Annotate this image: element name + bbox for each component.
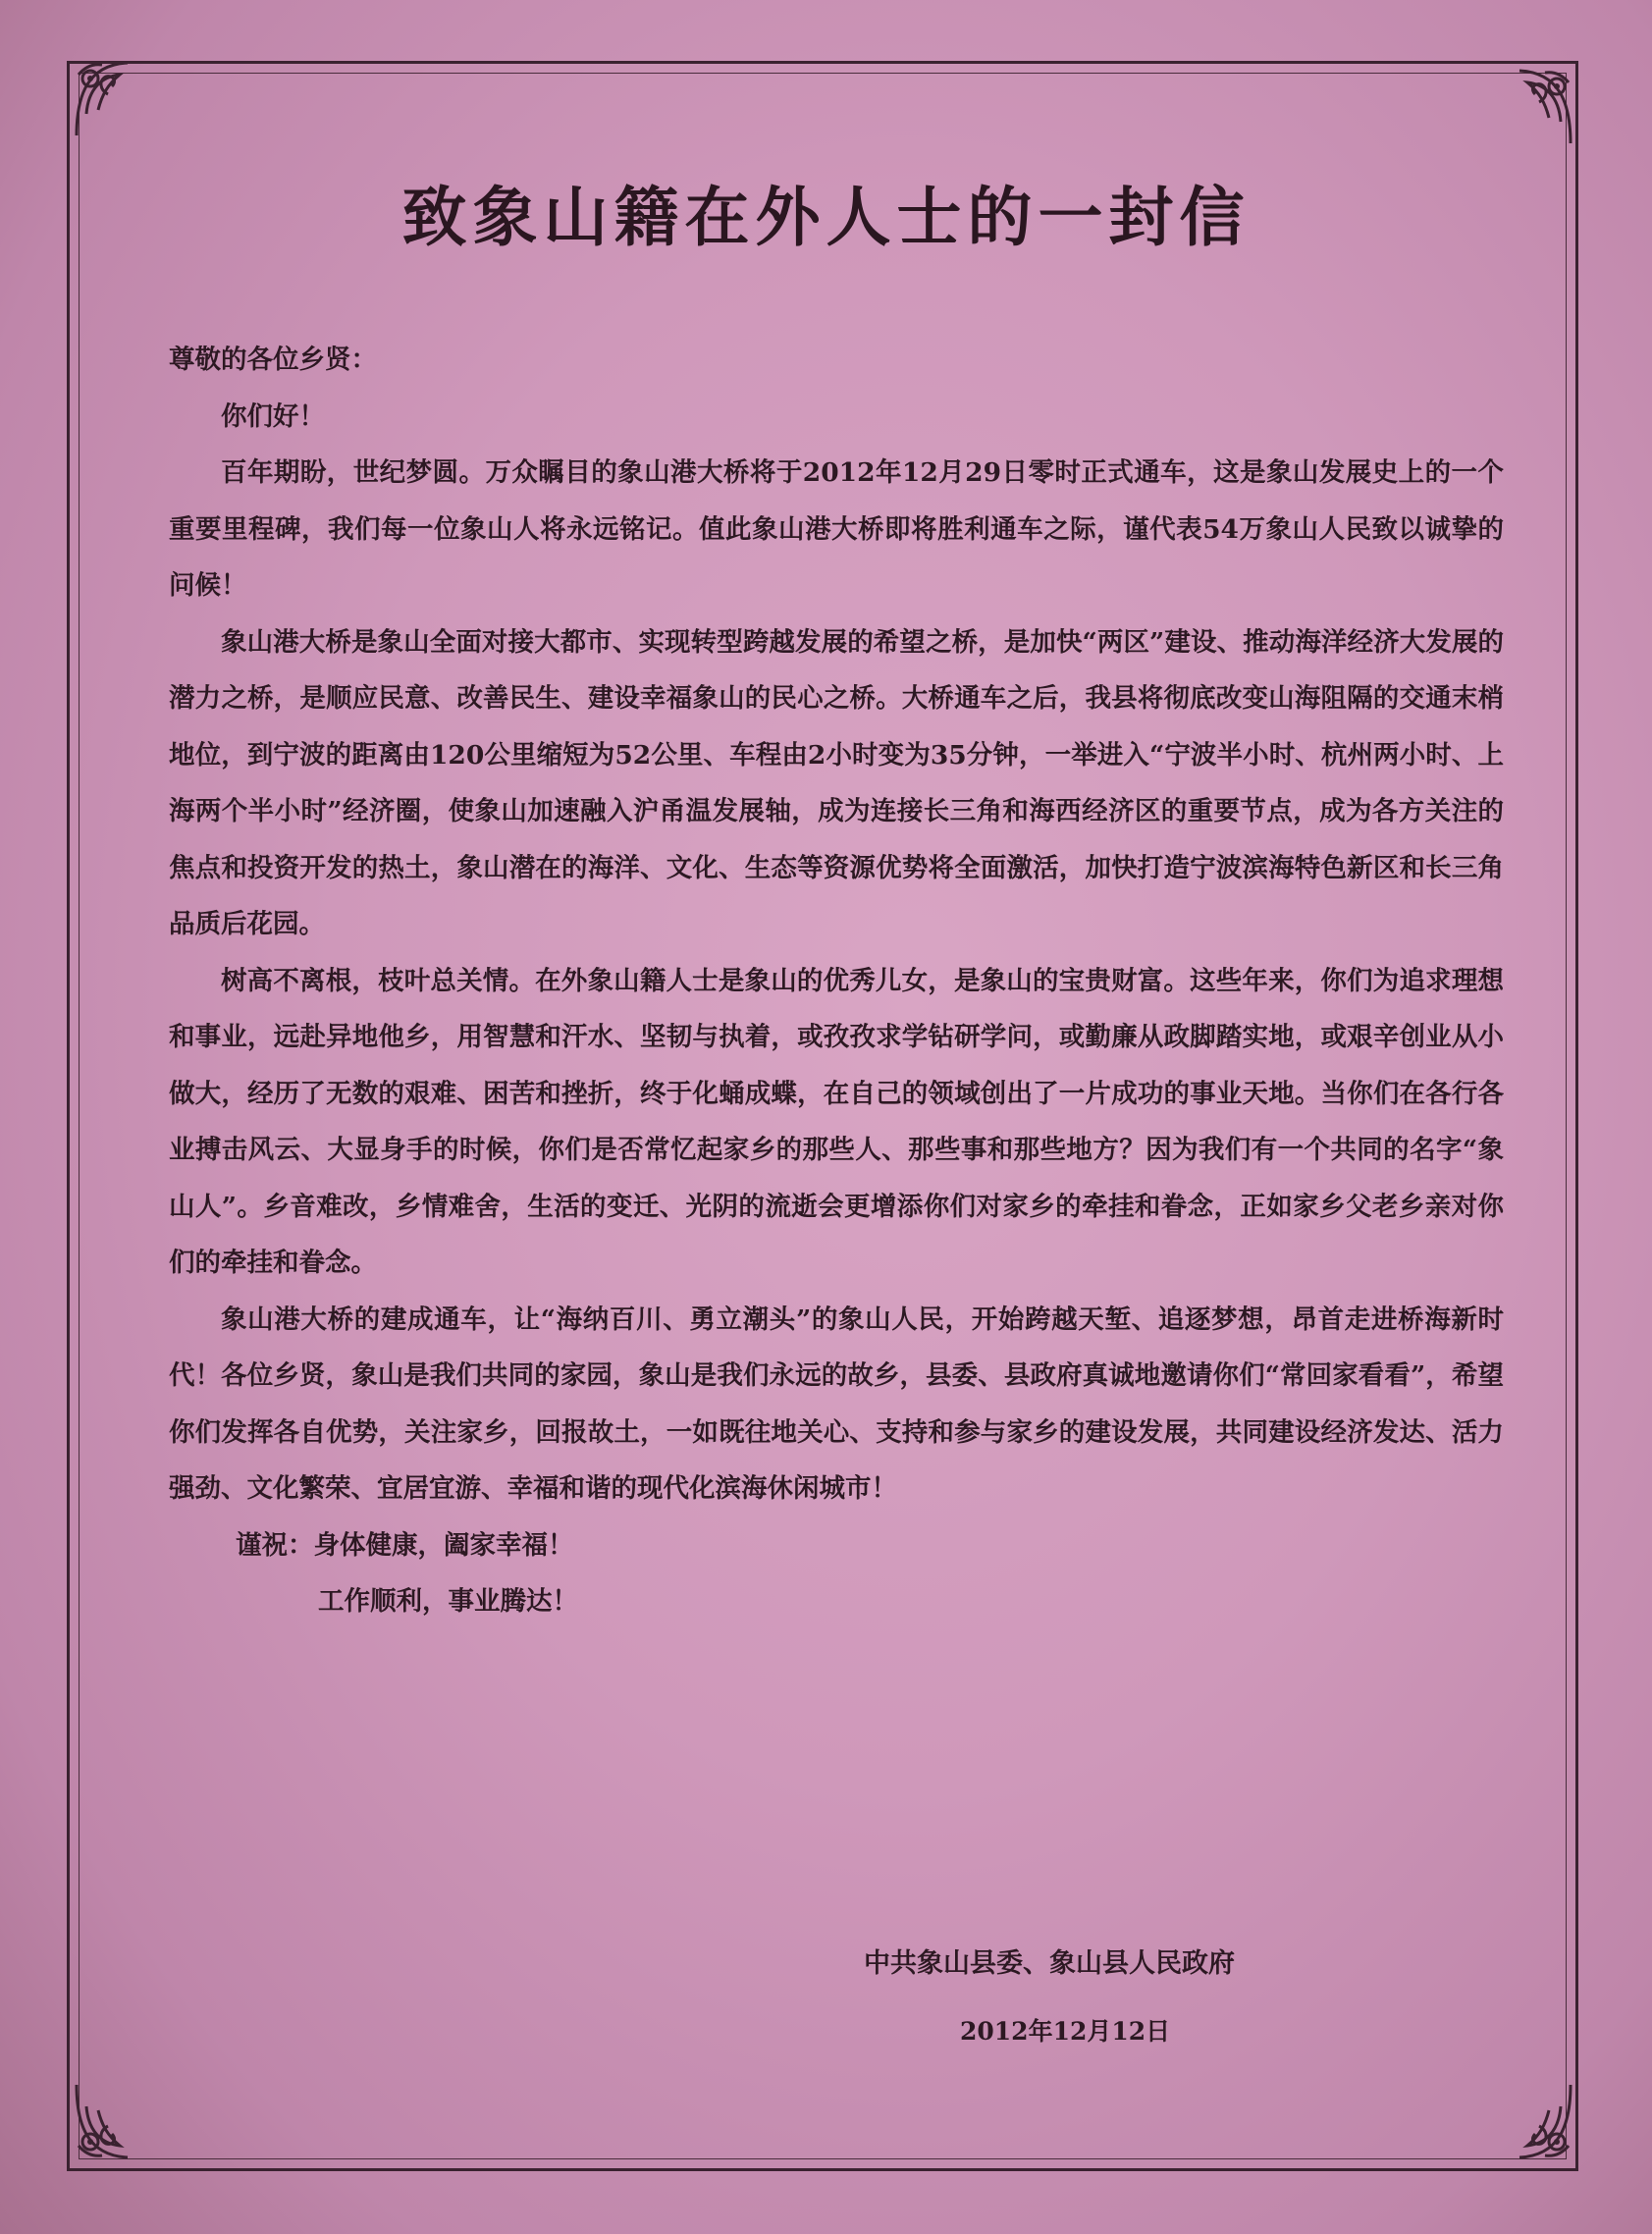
paragraph-2: 象山港大桥是象山全面对接大都市、实现转型跨越发展的希望之桥，是加快“两区”建设、推动海洋经济大发展的潜力之桥，是顺应民意、改善民生、建设幸福象山的民心之桥。大桥通车之后，我县将彻底改变山海阻隔的交通末梢地位，到宁波的距离由120公里缩短为52公里、车程由2小时变为35分钟，一举进入“宁波半小时、杭州两小时、上海两个半小时”经济圈，使象山加速融入沪甬温发展轴，成为连接长三角和海西经济区的重要节点，成为各方关注的焦点和投资开发的热土，象山潜在的海洋、文化、生态等资源优势将全面激活，加快打造宁波滨海特色新区和长三角品质后花园。: [169, 626, 1504, 939]
paragraph-1: 百年期盼，世纪梦圆。万众瞩目的象山港大桥将于2012年12月29日零时正式通车，这是象山发展史上的一个重要里程碑，我们每一位象山人将永远铭记。值此象山港大桥即将胜利通车之际，谨代表54万象山人民致以诚挚的问候！: [169, 457, 1504, 601]
closing-wishes-1: 谨祝：身体健康，阖家幸福！: [236, 1529, 574, 1561]
signatory: 中共象山县委、象山县人民政府: [864, 1948, 1235, 1979]
letter-title: 致象山籍在外人士的一封信: [401, 179, 1251, 255]
corner-ornament-icon: [69, 55, 157, 143]
corner-ornament-icon: [69, 2077, 157, 2165]
paragraph-4: 象山港大桥的建成通车，让“海纳百川、勇立潮头”的象山人民，开始跨越天堑、追逐梦想，昂首走进桥海新时代！各位乡贤，象山是我们共同的家园，象山是我们永远的故乡，县委、县政府真诚地邀请你们“常回家看看”，希望你们发挥各自优势，关注家乡，回报故土，一如既往地关心、支持和参与家乡的建设发展，共同建设经济发达、活力强劲、文化繁荣、宜居宜游、幸福和谐的现代化滨海休闲城市！: [169, 1303, 1504, 1504]
corner-ornament-icon: [1490, 2077, 1578, 2165]
letter-body: [169, 332, 1504, 1630]
letter-date: 2012年12月12日: [960, 2017, 1171, 2046]
salutation: 尊敬的各位乡贤：: [169, 345, 377, 375]
greeting: 你们好！: [221, 400, 325, 432]
closing-wishes-2: 工作顺利，事业腾达！: [318, 1586, 578, 1617]
corner-ornament-icon: [1490, 63, 1578, 151]
paragraph-3: 树高不离根，枝叶总关情。在外象山籍人士是象山的优秀儿女，是象山的宝贵财富。这些年来，你们为追求理想和事业，远赴异地他乡，用智慧和汗水、坚韧与执着，或孜孜求学钻研学问，或勤廉从政脚踏实地，或艰辛创业从小做大，经历了无数的艰难、困苦和挫折，终于化蛹成蝶，在自己的领域创出了一片成功的事业天地。当你们在各行各业搏击风云、大显身手的时候，你们是否常忆起家乡的那些人、那些事和那些地方？因为我们有一个共同的名字“象山人”。乡音难改，乡情难舍，生活的变迁、光阴的流逝会更增添你们对家乡的牵挂和眷念，正如家乡父老乡亲对你们的牵挂和眷念。: [169, 965, 1504, 1278]
